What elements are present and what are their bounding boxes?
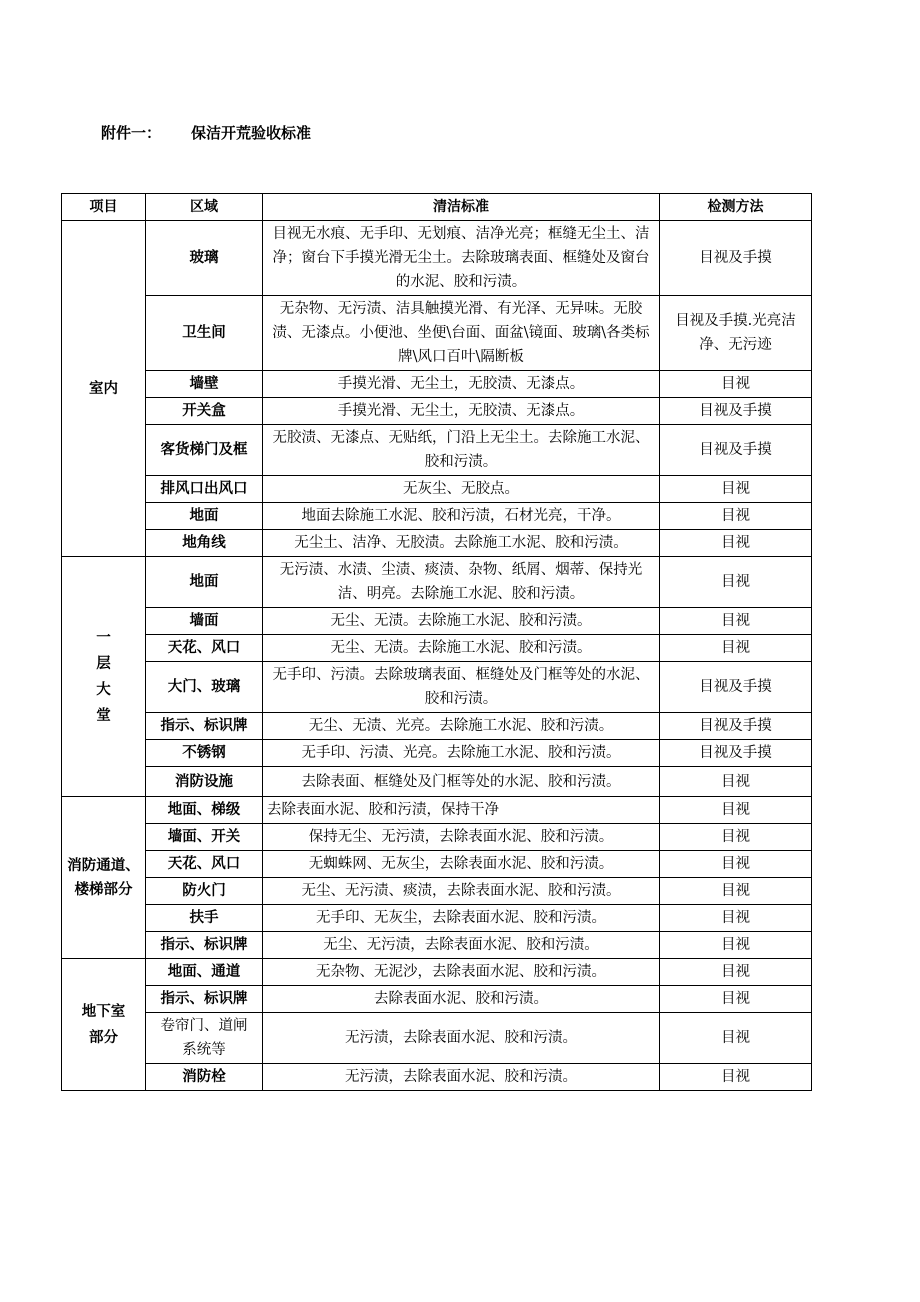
standard-cell: 无手印、污渍、光亮。去除施工水泥、胶和污渍。 [263,740,660,767]
table-row [62,503,812,530]
standard-cell: 无胶渍、无漆点、无贴纸，门沿上无尘土。去除施工水泥、胶和污渍。 [263,425,660,476]
method-cell: 目视 [660,371,812,398]
method-cell: 目视 [660,503,812,530]
standard-cell: 无尘、无污渍、痰渍，去除表面水泥、胶和污渍。 [263,878,660,905]
zone-cell: 客货梯门及框 [146,425,263,476]
category-cell [62,959,146,1091]
zone-cell: 地角线 [146,530,263,557]
standard-cell: 无尘土、洁净、无胶渍。去除施工水泥、胶和污渍。 [263,530,660,557]
standard-cell: 无污渍，去除表面水泥、胶和污渍。 [263,1064,660,1091]
table-row [62,221,812,296]
method-cell: 目视及手摸 [660,425,812,476]
zone-cell: 消防设施 [146,767,263,797]
table-row [62,398,812,425]
table-row [62,662,812,713]
zone-cell: 墙壁 [146,371,263,398]
category-cell: 室内 [62,221,146,557]
standard-cell: 无尘、无污渍，去除表面水泥、胶和污渍。 [263,932,660,959]
standard-cell: 无尘、无渍。去除施工水泥、胶和污渍。 [263,608,660,635]
method-cell: 目视 [660,530,812,557]
method-cell: 目视 [660,1013,812,1064]
table-row [62,713,812,740]
table-row [62,1064,812,1091]
document-heading [101,122,311,143]
table-row [62,797,812,824]
standard-cell: 目视无水痕、无手印、无划痕、洁净光亮；框缝无尘土、洁净；窗台下手摸光滑无尘土。去除玻璃表面、框缝处及窗台的水泥、胶和污渍。 [263,221,660,296]
standard-cell: 无尘、无渍。去除施工水泥、胶和污渍。 [263,635,660,662]
standard-cell: 无尘、无渍、光亮。去除施工水泥、胶和污渍。 [263,713,660,740]
column-header-item: 项目 [62,194,146,221]
document-title: 保洁开荒验收标准 [191,124,312,142]
zone-cell: 指示、标识牌 [146,932,263,959]
table-row [62,767,812,797]
method-cell: 目视 [660,1064,812,1091]
standard-cell: 地面去除施工水泥、胶和污渍，石材光亮，干净。 [263,503,660,530]
table-row [62,296,812,371]
standard-cell: 无蜘蛛网、无灰尘，去除表面水泥、胶和污渍。 [263,851,660,878]
table-row [62,476,812,503]
method-cell: 目视 [660,608,812,635]
table-row [62,635,812,662]
zone-cell: 扶手 [146,905,263,932]
zone-cell: 地面 [146,503,263,530]
table-row [62,425,812,476]
table-row [62,740,812,767]
method-cell: 目视及手摸 [660,221,812,296]
method-cell: 目视 [660,557,812,608]
category-cell [62,557,146,797]
method-cell: 目视 [660,905,812,932]
method-cell: 目视 [660,878,812,905]
standard-cell: 去除表面水泥、胶和污渍。 [263,986,660,1013]
table-row [62,932,812,959]
table-row [62,878,812,905]
column-header-zone: 区域 [146,194,263,221]
zone-cell: 墙面 [146,608,263,635]
zone-cell: 地面、通道 [146,959,263,986]
table-row [62,905,812,932]
column-header-standard: 清洁标准 [263,194,660,221]
standard-cell: 无污渍，去除表面水泥、胶和污渍。 [263,1013,660,1064]
table-row [62,959,812,986]
table-row [62,1013,812,1064]
zone-cell: 墙面、开关 [146,824,263,851]
zone-cell: 指示、标识牌 [146,986,263,1013]
zone-cell: 地面、梯级 [146,797,263,824]
table-row [62,557,812,608]
zone-cell: 排风口出风口 [146,476,263,503]
method-cell: 目视 [660,824,812,851]
category-cell: 消防通道、楼梯部分 [62,797,146,959]
method-cell: 目视 [660,932,812,959]
standard-cell: 无杂物、无泥沙，去除表面水泥、胶和污渍。 [263,959,660,986]
zone-cell: 指示、标识牌 [146,713,263,740]
standard-cell: 去除表面水泥、胶和污渍，保持干净 [263,797,660,824]
method-cell: 目视及手摸 [660,662,812,713]
standard-cell: 无污渍、水渍、尘渍、痰渍、杂物、纸屑、烟蒂、保持光洁、明亮。去除施工水泥、胶和污渍。 [263,557,660,608]
standard-cell: 无灰尘、无胶点。 [263,476,660,503]
standard-cell: 手摸光滑、无尘土，无胶渍、无漆点。 [263,398,660,425]
zone-cell: 防火门 [146,878,263,905]
acceptance-standard-table [61,193,812,1091]
method-cell: 目视 [660,959,812,986]
zone-cell: 不锈钢 [146,740,263,767]
zone-cell [146,1013,263,1064]
standard-cell: 无手印、无灰尘，去除表面水泥、胶和污渍。 [263,905,660,932]
zone-cell: 卫生间 [146,296,263,371]
table-row [62,608,812,635]
standard-cell: 保持无尘、无污渍，去除表面水泥、胶和污渍。 [263,824,660,851]
zone-cell: 天花、风口 [146,635,263,662]
category-label-vertical: 一层大堂 [96,629,111,724]
table-header-row [62,194,812,221]
method-cell: 目视 [660,767,812,797]
standard-cell: 无手印、污渍。去除玻璃表面、框缝处及门框等处的水泥、胶和污渍。 [263,662,660,713]
zone-cell: 消防栓 [146,1064,263,1091]
table-row [62,824,812,851]
zone-cell: 开关盒 [146,398,263,425]
zone-cell: 玻璃 [146,221,263,296]
zone-cell: 天花、风口 [146,851,263,878]
method-cell: 目视及手摸 [660,713,812,740]
method-cell: 目视及手摸 [660,398,812,425]
method-cell: 目视 [660,986,812,1013]
zone-cell: 大门、玻璃 [146,662,263,713]
table-row [62,530,812,557]
method-cell: 目视及手摸 [660,740,812,767]
category-label-wrapped: 地下室部分 [81,1003,126,1046]
standard-cell: 去除表面、框缝处及门框等处的水泥、胶和污渍。 [263,767,660,797]
zone-label-wrapped: 卷帘门、道闸系统等 [160,1018,248,1058]
method-cell: 目视 [660,851,812,878]
method-cell: 目视及手摸.光亮洁净、无污迹 [660,296,812,371]
zone-cell: 地面 [146,557,263,608]
attachment-label: 附件一： [101,124,162,142]
table-row [62,371,812,398]
table-row [62,851,812,878]
column-header-method: 检测方法 [660,194,812,221]
standard-cell: 无杂物、无污渍、洁具触摸光滑、有光泽、无异味。无胶渍、无漆点。小便池、坐便\台面、面盆\镜面、玻璃\各类标牌\风口百叶\隔断板 [263,296,660,371]
method-cell: 目视 [660,797,812,824]
table-row [62,986,812,1013]
standard-cell: 手摸光滑、无尘土，无胶渍、无漆点。 [263,371,660,398]
method-cell: 目视 [660,635,812,662]
method-cell: 目视 [660,476,812,503]
